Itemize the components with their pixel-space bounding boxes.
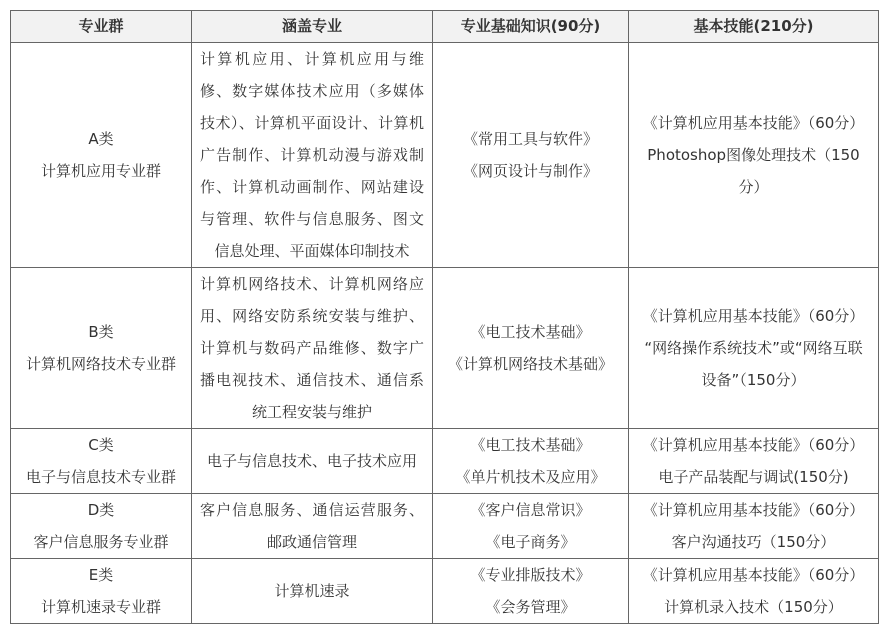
majors-text: 计算机应用、计算机应用与维修、数字媒体技术应用（多媒体技术）、计算机平面设计、计算机广告制作、计算机动漫与游戏制作、计算机动画制作、网站建设与管理、软件与信息服务、图文信息处理、平面媒体印制技术: [200, 50, 424, 260]
skills-item: 《计算机应用基本技能》（60分）: [642, 436, 865, 454]
majors-cell: [192, 43, 433, 268]
group-category: D类: [87, 501, 115, 519]
header-knowledge: 专业基础知识(90分): [433, 11, 629, 43]
header-row: [11, 11, 879, 43]
knowledge-item: 《专业排版技术》: [470, 566, 591, 584]
knowledge-item: 《客户信息常识》: [470, 501, 591, 519]
skills-item: 《计算机应用基本技能》（60分）: [642, 566, 865, 584]
header-group: 专业群: [11, 11, 192, 43]
group-name: 计算机速录专业群: [40, 598, 161, 616]
group-category: C类: [88, 436, 114, 454]
skills-item: “网络操作系统技术”或“网络互联设备”（150分）: [644, 339, 863, 389]
majors-cell: [192, 494, 433, 559]
knowledge-item: 《单片机技术及应用》: [455, 468, 606, 486]
skills-cell: [629, 43, 879, 268]
skills-item: 《计算机应用基本技能》（60分）: [642, 307, 865, 325]
group-cell: [11, 559, 192, 624]
group-category: E类: [88, 566, 114, 584]
majors-text: 客户信息服务、通信运营服务、邮政通信管理: [200, 501, 424, 551]
table-row: [11, 268, 879, 429]
group-name: 计算机网络技术专业群: [25, 355, 176, 373]
group-cell: [11, 494, 192, 559]
header-majors: 涵盖专业: [192, 11, 433, 43]
knowledge-cell: [433, 429, 629, 494]
knowledge-cell: [433, 559, 629, 624]
skills-cell: [629, 494, 879, 559]
skills-item: 客户沟通技巧（150分）: [671, 533, 836, 551]
group-cell: [11, 429, 192, 494]
majors-cell: [192, 268, 433, 429]
group-name: 计算机应用专业群: [40, 162, 161, 180]
knowledge-item: 《电子商务》: [485, 533, 576, 551]
skills-item: Photoshop图像处理技术（150分）: [647, 146, 860, 196]
knowledge-item: 《会务管理》: [485, 598, 576, 616]
majors-text: 计算机网络技术、计算机网络应用、网络安防系统安装与维护、计算机与数码产品维修、数字广播电视技术、通信技术、通信系统工程安装与维护: [200, 275, 424, 421]
skills-cell: [629, 268, 879, 429]
table-row: [11, 429, 879, 494]
skills-item: 《计算机应用基本技能》（60分）: [642, 501, 865, 519]
group-cell: [11, 268, 192, 429]
skills-cell: [629, 559, 879, 624]
knowledge-item: 《网页设计与制作》: [462, 162, 598, 180]
majors-cell: [192, 429, 433, 494]
knowledge-cell: [433, 268, 629, 429]
header-skills: 基本技能(210分): [629, 11, 879, 43]
table-row: [11, 559, 879, 624]
table-row: [11, 494, 879, 559]
group-cell: [11, 43, 192, 268]
group-category: B类: [88, 323, 114, 341]
group-category: A类: [88, 130, 114, 148]
knowledge-item: 《常用工具与软件》: [462, 130, 598, 148]
majors-text: 电子与信息技术、电子技术应用: [206, 452, 417, 470]
skills-cell: [629, 429, 879, 494]
knowledge-item: 《电工技术基础》: [470, 323, 591, 341]
exam-subjects-table: [10, 10, 879, 624]
skills-item: 电子产品装配与调试(150分): [658, 468, 849, 486]
table-row: [11, 43, 879, 268]
group-name: 客户信息服务专业群: [33, 533, 169, 551]
knowledge-cell: [433, 494, 629, 559]
majors-text: 计算机速录: [274, 582, 350, 600]
skills-item: 计算机录入技术（150分）: [664, 598, 843, 616]
knowledge-cell: [433, 43, 629, 268]
knowledge-item: 《电工技术基础》: [470, 436, 591, 454]
skills-item: 《计算机应用基本技能》（60分）: [642, 114, 865, 132]
group-name: 电子与信息技术专业群: [25, 468, 176, 486]
knowledge-item: 《计算机网络技术基础》: [447, 355, 613, 373]
majors-cell: [192, 559, 433, 624]
